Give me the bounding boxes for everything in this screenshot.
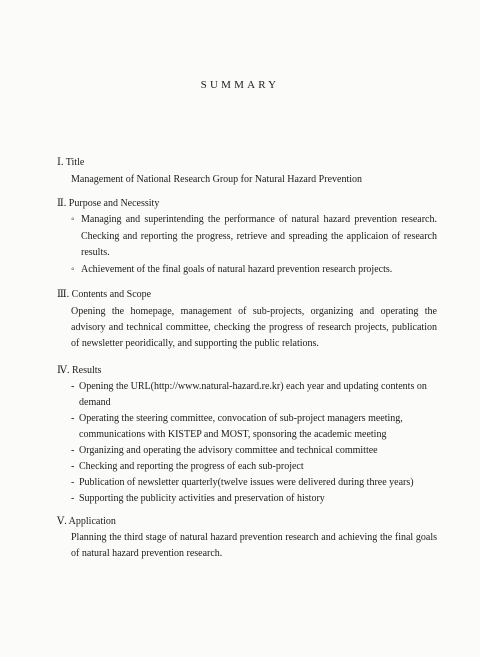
- dash-marker: -: [71, 413, 75, 424]
- section-results: [57, 364, 437, 507]
- list-item-text: Organizing and operating the advisory committee and technical committee: [79, 445, 378, 456]
- bullet-marker: ◦: [71, 214, 75, 225]
- section-purpose: [57, 197, 437, 278]
- section-title: [57, 156, 437, 188]
- dash-marker: -: [71, 477, 75, 488]
- list-item-text: Publication of newsletter quarterly(twelve issues were delivered during three years): [79, 477, 414, 488]
- list-item-text: Supporting the publicity activities and preservation of history: [79, 493, 325, 504]
- page-title: SUMMARY: [200, 79, 280, 91]
- list-item-text: Operating the steering committee, convocation of sub-project managers meeting, communications with KISTEP and MOST, sponsoring the academic meeting: [79, 413, 403, 440]
- dash-marker: -: [71, 493, 75, 504]
- list-item: [71, 459, 437, 475]
- list-item-text: Achievement of the final goals of natural hazard prevention research projects.: [81, 263, 393, 275]
- bullet-marker: ◦: [71, 263, 75, 275]
- section-text: Planning the third stage of natural hazard prevention research and achieving the final goals of natural hazard prevention research.: [71, 532, 437, 559]
- list-item-text: Managing and superintending the performance of natural hazard prevention research. Checking and reporting the progress, retrieve and spreading the applicaion of research results.: [81, 214, 437, 258]
- section-heading: Ⅰ. Title: [57, 157, 85, 168]
- section-text: Opening the homepage, management of sub-projects, organizing and operating the advisory and technical committee, checking the progress of research projects, publication of newsletter peoridically, and supporting the public relations.: [71, 306, 437, 349]
- dash-marker: -: [71, 445, 75, 456]
- list-item: [71, 212, 437, 262]
- list-item-text: Checking and reporting the progress of each sub-project: [79, 461, 304, 472]
- dash-marker: -: [71, 461, 75, 472]
- section-contents: [57, 288, 437, 352]
- section-heading: Ⅴ. Application: [57, 516, 116, 527]
- section-text: Management of National Research Group for Natural Hazard Prevention: [71, 174, 363, 185]
- section-heading: Ⅲ. Contents and Scope: [57, 289, 152, 300]
- list-item: [71, 475, 437, 491]
- section-application: [57, 515, 437, 562]
- list-item: [71, 379, 437, 411]
- dash-marker: -: [71, 381, 75, 392]
- list-item: [71, 443, 437, 459]
- list-item: [71, 411, 437, 443]
- list-item: [71, 491, 437, 507]
- list-item-text: Opening the URL(http://www.natural-hazard.re.kr) each year and updating contents on demand: [79, 381, 427, 408]
- section-heading: Ⅱ. Purpose and Necessity: [57, 198, 160, 209]
- list-item: [71, 262, 437, 279]
- section-heading: Ⅳ. Results: [57, 365, 102, 376]
